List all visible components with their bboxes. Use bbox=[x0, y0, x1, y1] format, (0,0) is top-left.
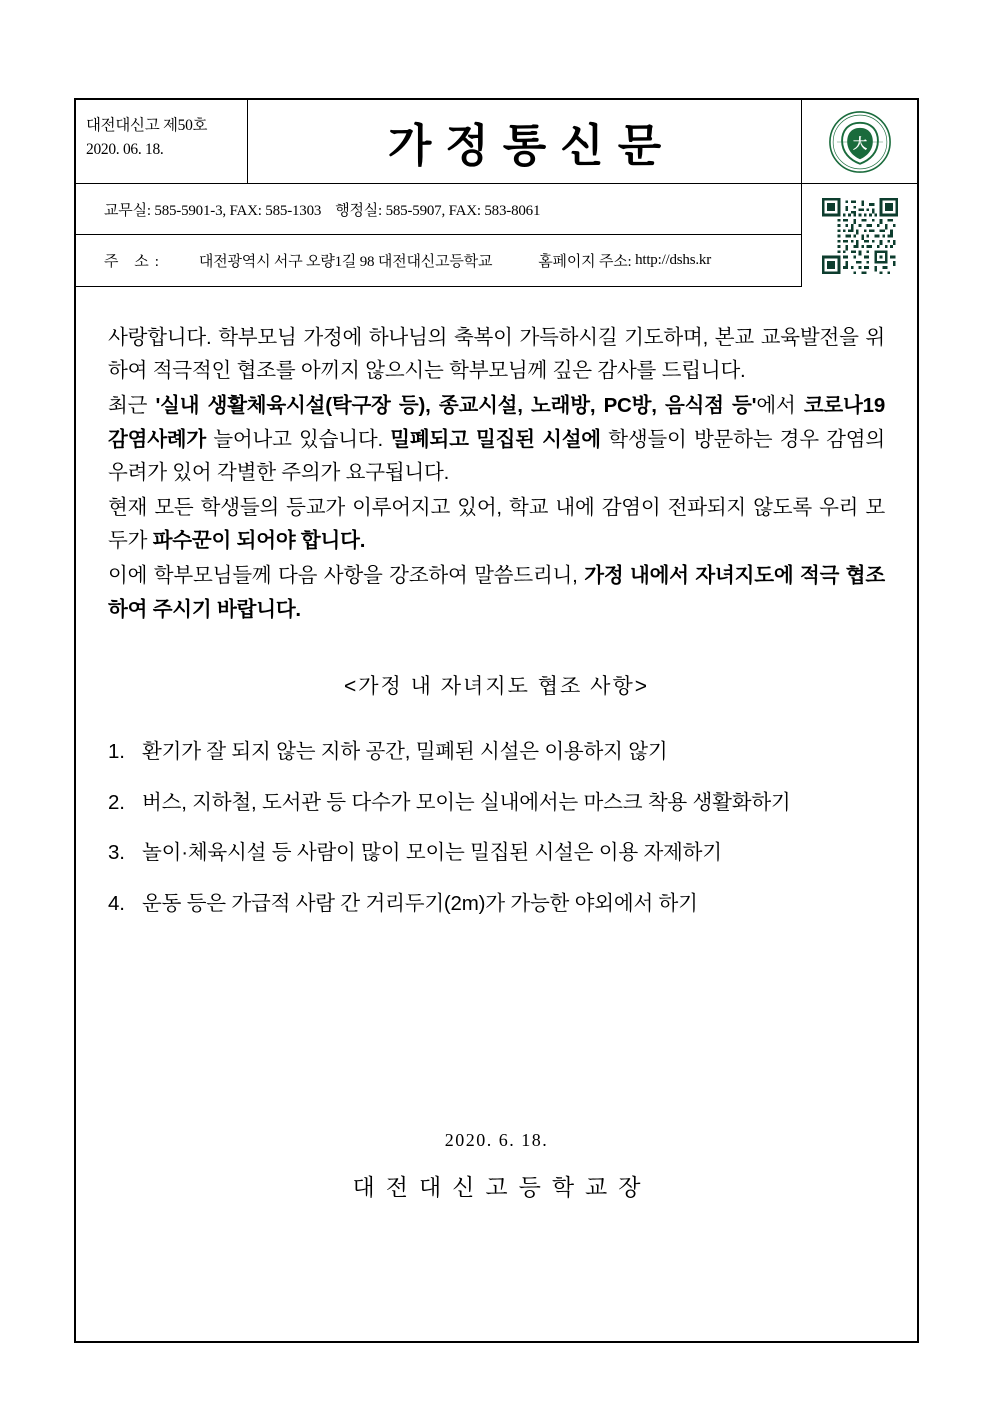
text-segment-bold: 코로나19 감염사례가 bbox=[108, 394, 886, 451]
issue-number: 대전대신고 제50호 bbox=[86, 117, 208, 134]
list-item-number: 2. bbox=[108, 790, 125, 814]
guideline-list bbox=[108, 736, 885, 920]
list-item bbox=[108, 787, 885, 819]
document-header bbox=[76, 100, 917, 184]
section-title: <가정 내 자녀지도 협조 사항> bbox=[343, 674, 649, 698]
crest-container bbox=[801, 100, 917, 183]
issue-date: 2020. 06. 18. bbox=[86, 141, 164, 159]
text-segment-bold: '실내 생활체육시설(탁구장 등), 종교시설, 노래방, PC방, 음식점 등' bbox=[155, 394, 757, 418]
text-segment-bold: 가정 내에서 자녀지도에 적극 협조하여 주시기 바랍니다. bbox=[108, 564, 885, 621]
contact-row bbox=[76, 184, 917, 235]
text-segment-bold: 밀폐되고 밀집된 시설에 bbox=[390, 427, 601, 451]
list-item-label: 운동 등은 가급적 사람 간 거리두기(2m)가 가능한 야외에서 하기 bbox=[142, 892, 698, 916]
text-segment: 최근 bbox=[108, 394, 156, 418]
footer-date: 2020. 6. 18. bbox=[444, 1129, 549, 1150]
text-segment: 이에 학부모님들께 다음 사항을 강조하여 말씀드리니, bbox=[108, 564, 585, 588]
address-value: 대전광역시 서구 오량1길 98 대전대신고등학교 bbox=[198, 254, 493, 270]
paragraph-request bbox=[108, 559, 885, 625]
office-phone: 교무실: 585-5901-3, FAX: 585-1303 bbox=[104, 202, 322, 219]
list-item-label: 놀이·체육시설 등 사람이 많이 모이는 밀집된 시설은 이용 자제하기 bbox=[142, 841, 722, 865]
list-item bbox=[108, 837, 885, 869]
text-segment-bold: 파수꾼이 되어야 합니다. bbox=[152, 529, 366, 553]
document-page bbox=[74, 98, 919, 1343]
text-segment: 늘어나고 있습니다. bbox=[206, 427, 391, 451]
text-segment: 학생들이 방문하는 경우 감염의 우려가 있어 각별한 주의가 요구됩니다. bbox=[108, 427, 885, 484]
page-title: 가정통신문 bbox=[387, 121, 676, 171]
footer-signature: 대전대신고등학교장 bbox=[352, 1173, 652, 1200]
paragraph-greeting: 사랑합니다. 학부모님 가정에 하나님의 축복이 가득하시길 기도하며, 본교 교육발전을 위하여 적극적인 협조를 아끼지 않으시는 학부모님께 깊은 감사를 드립니다. bbox=[108, 326, 885, 383]
title-container bbox=[248, 100, 801, 183]
list-item-number: 3. bbox=[108, 841, 125, 865]
school-crest-icon bbox=[828, 110, 892, 174]
document-footer bbox=[108, 1130, 885, 1202]
list-item-label: 버스, 지하철, 도서관 등 다수가 모이는 실내에서는 마스크 착용 생활화하기 bbox=[142, 790, 791, 814]
address-label: 주 소: bbox=[104, 254, 165, 270]
homepage-label: 홈페이지 주소: bbox=[538, 254, 632, 270]
list-item-number: 4. bbox=[108, 892, 125, 916]
address-row bbox=[76, 235, 917, 287]
list-item bbox=[108, 736, 885, 768]
svg-text:大: 大 bbox=[852, 135, 867, 152]
admin-phone: 행정실: 585-5907, FAX: 583-8061 bbox=[335, 202, 541, 219]
text-segment: 에서 bbox=[756, 394, 804, 418]
document-body bbox=[76, 287, 917, 1202]
list-item-label: 환기가 잘 되지 않는 지하 공간, 밀폐된 시설은 이용하지 않기 bbox=[142, 739, 668, 763]
list-item-number: 1. bbox=[108, 739, 125, 763]
homepage-url[interactable]: http://dshs.kr bbox=[635, 252, 712, 268]
paragraph-current-status bbox=[108, 491, 885, 557]
issue-info bbox=[76, 100, 248, 183]
text-segment: 현재 모든 학생들의 등교가 이루어지고 있어, 학교 내에 감염이 전파되지 않도록 우리 모두가 bbox=[108, 496, 885, 553]
paragraph-warning bbox=[108, 389, 885, 489]
list-item bbox=[108, 888, 885, 920]
qr-container bbox=[801, 184, 917, 287]
qr-code-icon bbox=[822, 198, 898, 274]
